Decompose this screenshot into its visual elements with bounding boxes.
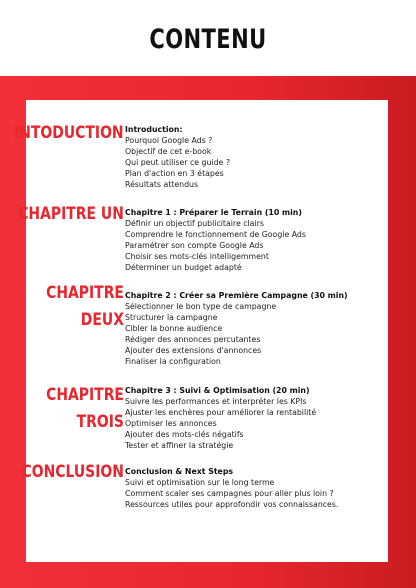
section-label bbox=[46, 382, 124, 436]
list-item: Choisir ses mots-clés intelligemment bbox=[125, 252, 269, 261]
list-item: Sélectionner le bon type de campagne bbox=[125, 302, 277, 311]
list-item: Structurer la campagne bbox=[125, 313, 218, 322]
list-item: Ajuster les enchères pour améliorer la rentabilité bbox=[125, 408, 317, 417]
list-item: Tester et affiner la stratégie bbox=[125, 441, 234, 450]
section-label-line: CHAPITRE bbox=[46, 385, 124, 405]
section-body bbox=[125, 466, 385, 510]
section-body bbox=[125, 207, 385, 273]
section-body bbox=[125, 385, 385, 451]
list-item: Suivi et optimisation sur le long terme bbox=[125, 478, 275, 487]
header-band bbox=[0, 0, 416, 76]
list-item: Résultats attendus bbox=[125, 180, 199, 189]
section-label bbox=[46, 280, 124, 334]
section-heading: Conclusion & Next Steps bbox=[125, 467, 234, 476]
list-item: Qui peut utiliser ce guide ? bbox=[125, 158, 230, 167]
list-item: Plan d'action en 3 étapes bbox=[125, 169, 224, 178]
list-item: Suivre les performances et interpréter les KPIs bbox=[125, 397, 307, 406]
section-body bbox=[125, 124, 385, 190]
list-item: Optimiser les annonces bbox=[125, 419, 217, 428]
section-label-line: TROIS bbox=[76, 412, 124, 432]
list-item: Cibler la bonne audience bbox=[125, 324, 223, 333]
section-label bbox=[22, 461, 124, 484]
section-label-line: INTODUCTION bbox=[14, 123, 124, 143]
contents-panel bbox=[14, 100, 388, 562]
section-heading: Chapitre 2 : Créer sa Première Campagne (30 min) bbox=[125, 291, 348, 300]
section-heading: Chapitre 1 : Préparer le Terrain (10 min) bbox=[125, 208, 302, 217]
list-item: Pourquoi Google Ads ? bbox=[125, 136, 213, 145]
section-label-line: CONCLUSION bbox=[21, 462, 124, 482]
section-heading: Chapitre 3 : Suivi & Optimisation (20 min) bbox=[125, 386, 310, 395]
list-item: Finaliser la configuration bbox=[125, 357, 221, 366]
list-item: Comment scaler ses campagnes pour aller plus loin ? bbox=[125, 489, 334, 498]
list-item: Ajouter des mots-clés négatifs bbox=[125, 430, 244, 439]
list-item: Déterminer un budget adapté bbox=[125, 263, 242, 272]
list-item: Ajouter des extensions d'annonces bbox=[125, 346, 262, 355]
list-item: Ressources utiles pour approfondir vos connaissances. bbox=[125, 500, 339, 509]
section-heading: Introduction: bbox=[125, 125, 183, 134]
list-item: Rédiger des annonces percutantes bbox=[125, 335, 261, 344]
list-item: Objectif de cet e-book bbox=[125, 147, 212, 156]
section-body bbox=[125, 290, 385, 367]
list-item: Paramétrer son compte Google Ads bbox=[125, 241, 264, 250]
section-label-line: DEUX bbox=[80, 310, 124, 330]
page-title: CONTENU bbox=[149, 24, 267, 55]
section-label-line: CHAPITRE bbox=[46, 283, 124, 303]
section-label-line: CHAPITRE UN bbox=[18, 204, 124, 224]
list-item: Comprendre le fonctionnement de Google Ads bbox=[125, 230, 306, 239]
section-label bbox=[18, 203, 124, 226]
section-label bbox=[14, 122, 124, 145]
list-item: Définir un objectif publicitaire clairs bbox=[125, 219, 264, 228]
